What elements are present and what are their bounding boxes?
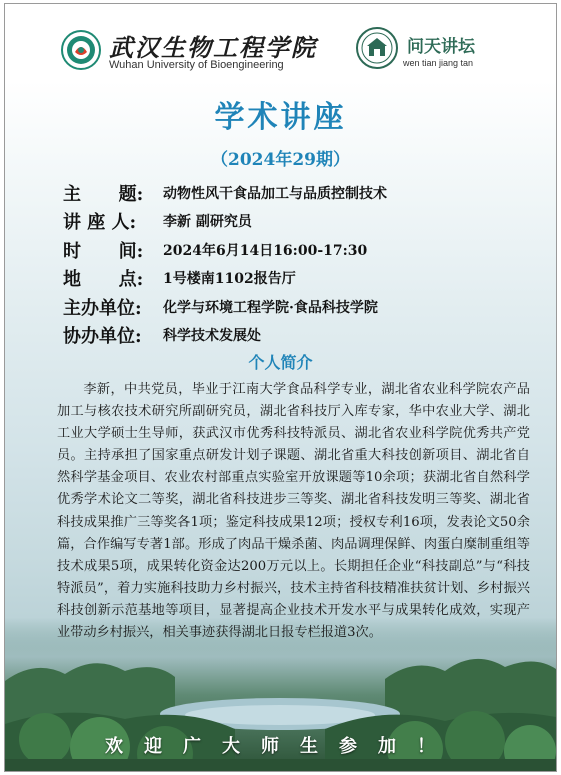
school-name-cn: 武汉生物工程学院 xyxy=(109,33,317,62)
info-label: 协办单位: xyxy=(63,325,142,347)
info-label: 时 间: xyxy=(63,240,144,262)
info-value: 李新 副研究员 xyxy=(163,214,252,231)
forum-logo xyxy=(355,26,515,78)
info-value: 1号楼南1102报告厅 xyxy=(163,271,296,288)
forum-name-en: wen tian jiang tan xyxy=(403,58,474,68)
lecture-poster xyxy=(4,3,557,772)
poster-title: 学术讲座 xyxy=(214,100,347,135)
lecture-info xyxy=(63,180,533,350)
school-name-en: Wuhan University of Bioengineering xyxy=(109,59,284,71)
info-row-topic xyxy=(63,180,533,208)
info-label: 地 点: xyxy=(63,269,144,291)
issue-number: （2024年29期） xyxy=(211,150,350,170)
info-value: 动物性风干食品加工与品质控制技术 xyxy=(163,186,387,202)
info-value: 2024年6月14日16:00-17:30 xyxy=(163,242,368,259)
welcome-message: 欢迎广大师生参加！ xyxy=(105,736,456,757)
bio-heading: 个人简介 xyxy=(248,353,313,372)
info-value: 化学与环境工程学院·食品科技学院 xyxy=(163,299,378,316)
info-row-location xyxy=(63,265,533,293)
info-label: 主 题: xyxy=(63,184,144,205)
info-row-co-organizer xyxy=(63,322,533,350)
university-seal-icon xyxy=(61,30,101,70)
info-value: 科学技术发展处 xyxy=(163,327,261,344)
bio-paragraph: 李新，中共党员，毕业于江南大学食品科学专业，湖北省农业科学院农产品加工与核农技术研究所副研究员，湖北省科技厅入库专家，华中农业大学、湖北工业大学硕士生导师，获武汉市优秀科技特派员、湖北省农业科学院优秀共产党员。主持承担了国家重点研发计划子课题、湖北省重大科技创新项目、湖北省自然科学基金项目、农业农村部重点实验室开放课题等10余项；获湖北省自然科学优秀学术论文二等奖，湖北省科技进步三等奖、湖北省科技发明三等奖、湖北省科技成果推广三等奖各1项；鉴定科技成果12项；授权专利16项，发表论文50余篇，合作编写专著1部。形成了肉品干燥杀菌、肉品调理保鲜、肉蛋白糜制重组等技术成果5项，成果转化资金达200万元以上。长期担任企业“科技副总”与“科技特派员”，着力实施科技助力乡村振兴，技术主持省科技精准扶贫计划、乡村振兴科技创新示范基地等项目，显著提高企业技术开发水平与成果转化成效，实现产业带动乡村振兴，相关事迹获得湖北日报专栏报道3次。 xyxy=(57,382,530,641)
info-row-time xyxy=(63,237,533,265)
info-label: 主办单位: xyxy=(63,297,142,319)
university-logo xyxy=(61,28,317,78)
forum-name-cn: 问天讲坛 xyxy=(407,37,475,57)
info-row-speaker xyxy=(63,208,533,236)
info-row-organizer xyxy=(63,294,533,322)
forum-seal-icon xyxy=(355,26,399,70)
info-label: 讲 座 人: xyxy=(63,212,137,234)
